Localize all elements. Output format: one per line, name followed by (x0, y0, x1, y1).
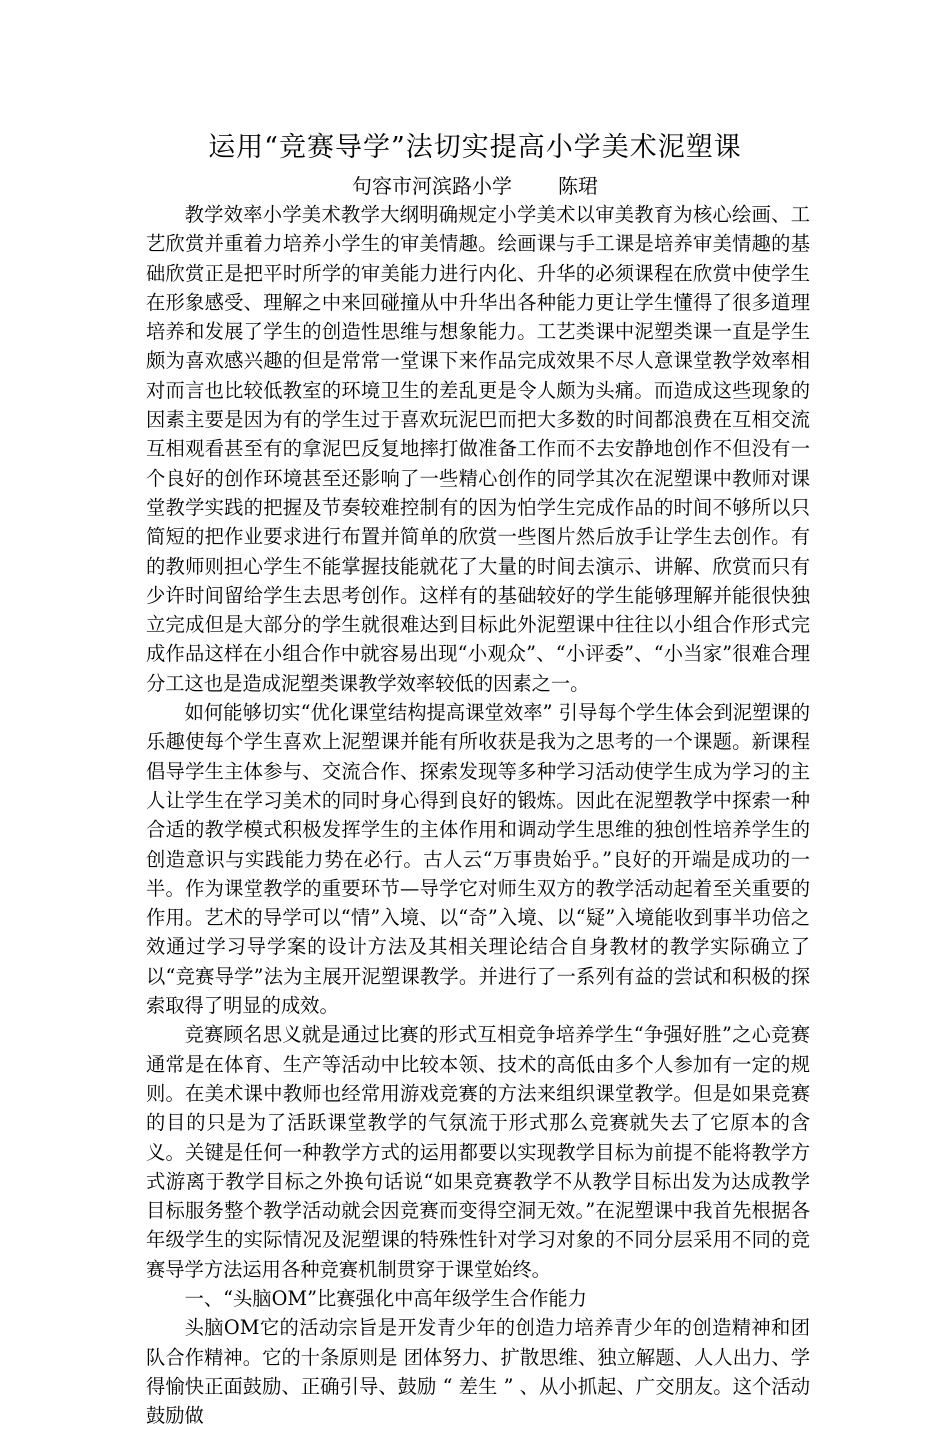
author-name: 陈珺 (558, 174, 598, 198)
paragraph-2: 如何能够切实“优化课堂结构提高课堂效率” 引导每个学生体会到泥塑课的乐趣使每个学生喜欢上泥塑课并能有所收获是我为之思考的一个课题。新课程倡导学生主体参与、交流合作、探索发现等多种学习活动使学生成为学习的主人让学生在学习美术的同时身心得到良好的锻炼。因此在泥塑教学中探索一种合适的教学模式积极发挥学生的主体作用和调动学生思维的独创性培养学生的创造意识与实践能力势在必行。古人云“万事贵始乎。”良好的开端是成功的一半。作为课堂教学的重要环节—导学它对师生双方的教学活动起着至关重要的作用。艺术的导学可以“情”入境、以“奇”入境、以“疑”入境能收到事半功倍之效通过学习导学案的设计方法及其相关理论结合自身教材的教学实际确立了以“竞赛导学”法为主展开泥塑课教学。并进行了一系列有益的尝试和积极的探索取得了明显的成效。 (146, 701, 810, 1018)
author-line (0, 172, 950, 200)
paragraph-4: 头脑OM它的活动宗旨是开发青少年的创造力培养青少年的创造精神和团队合作精神。它的十条原则是 团体努力、扩散思维、独立解题、人人出力、学得愉快正面鼓励、正确引导、鼓励 “ 差生 ” 、从小抓起、广交朋友。这个活动鼓励做 (146, 1316, 810, 1428)
paragraph-3: 竞赛顾名思义就是通过比赛的形式互相竞争培养学生“争强好胜”之心竞赛通常是在体育、生产等活动中比较本领、技术的高低由多个人参加有一定的规则。在美术课中教师也经常用游戏竞赛的方法来组织课堂教学。但是如果竞赛的目的只是为了活跃课堂教学的气氛流于形式那么竞赛就失去了它原本的含义。关键是任何一种教学方式的运用都要以实现教学目标为前提不能将教学方式游离于教学目标之外换句话说“如果竞赛教学不从教学目标出发为达成教学目标服务整个教学活动就会因竞赛而变得空洞无效。”在泥塑课中我首先根据各年级学生的实际情况及泥塑课的特殊性针对学习对象的不同分层采用不同的竞赛导学方法运用各种竞赛机制贯穿于课堂始终。 (146, 1023, 810, 1281)
document-title: 运用“竞赛导学”法切实提高小学美术泥塑课 (208, 132, 742, 163)
document-body (146, 200, 810, 1430)
section-heading-1: 一、“头脑OM”比赛强化中高年级学生合作能力 (184, 1286, 587, 1310)
paragraph-1: 教学效率小学美术教学大纲明确规定小学美术以审美教育为核心绘画、工艺欣赏并重着力培养小学生的审美情趣。绘画课与手工课是培养审美情趣的基础欣赏正是把平时所学的审美能力进行内化、升华的必须课程在欣赏中使学生在形象感受、理解之中来回碰撞从中升华出各种能力更让学生懂得了很多道理培养和发展了学生的创造性思维与想象能力。工艺类课中泥塑类课一直是学生颇为喜欢感兴趣的但是常常一堂课下来作品完成效果不尽人意课堂教学效率相对而言也比较低教室的环境卫生的差乱更是令人颇为头痛。而造成这些现象的因素主要是因为有的学生过于喜欢玩泥巴而把大多数的时间都浪费在互相交流互相观看甚至有的拿泥巴反复地摔打做准备工作而不去安静地创作不但没有一个良好的创作环境甚至还影响了一些精心创作的同学其次在泥塑课中教师对课堂教学实践的把握及节奏较难控制有的因为怕学生完成作品的时间不够所以只简短的把作业要求进行布置并简单的欣赏一些图片然后放手让学生去创作。有的教师则担心学生不能掌握技能就花了大量的时间去演示、讲解、欣赏而只有少许时间留给学生去思考创作。这样有的基础较好的学生能够理解并能很快独立完成但是大部分的学生就很难达到目标此外泥塑课中往往以小组合作形式完成作品这样在小组合作中就容易出现“小观众”、“小评委”、“小当家”很难合理分工这也是造成泥塑类课教学效率较低的因素之一。 (146, 203, 810, 695)
author-school: 句容市河滨路小学 (352, 174, 512, 198)
